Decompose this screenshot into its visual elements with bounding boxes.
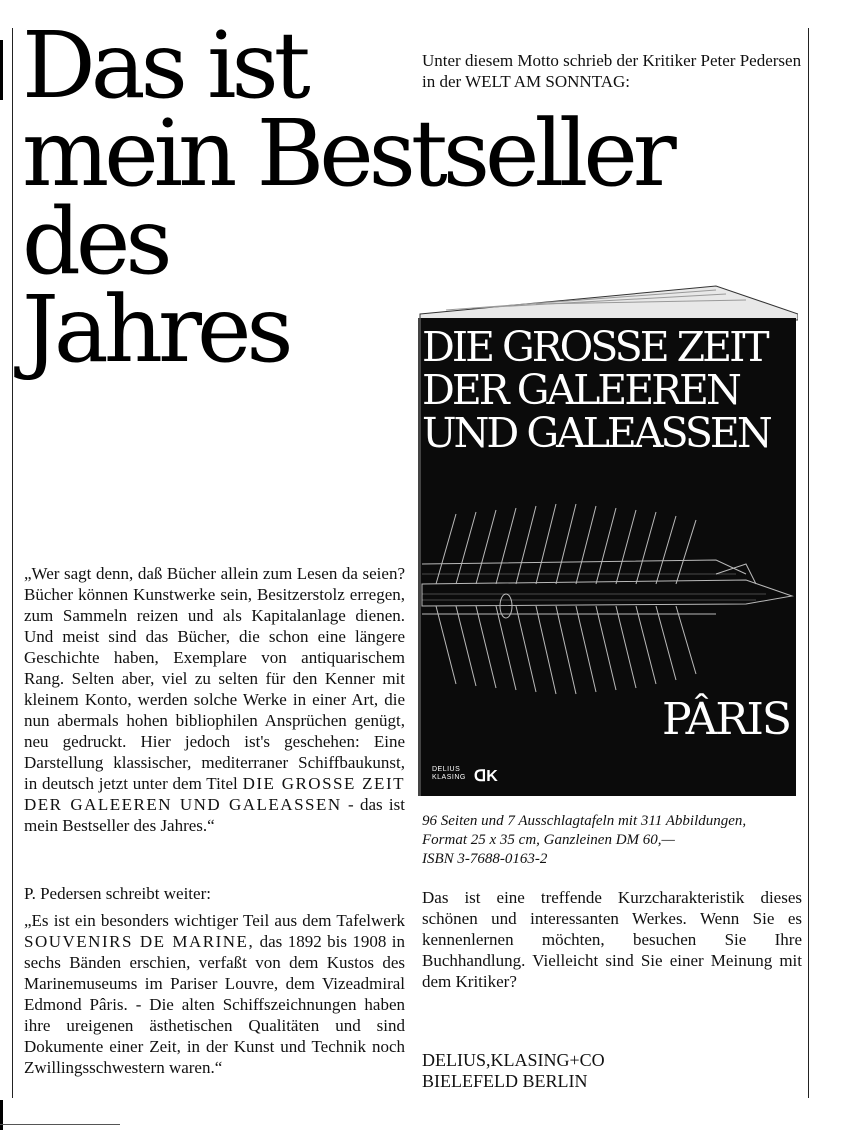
critic-quote-continued — [24, 910, 405, 1078]
motto-text: Unter diesem Motto schrieb der Kritiker Peter Pedersen in der WELT AM SONNTAG: — [422, 51, 802, 91]
publisher-cities: BIELEFELD BERLIN — [422, 1071, 588, 1091]
book-cover-image — [416, 284, 798, 798]
caption-line: ISBN 3-7688-0163-2 — [422, 851, 548, 867]
publisher-address — [422, 1050, 605, 1092]
book-title-reference: DIE GROSSE ZEIT DER GALEEREN UND GALEASSEN — [24, 774, 405, 814]
book-title-line: DER GALEEREN — [422, 366, 739, 414]
critic-quote — [24, 563, 405, 836]
caption-line: Format 25 x 35 cm, Ganzleinen DM 60,— — [422, 832, 675, 848]
subheading: P. Pedersen schreibt weiter: — [24, 884, 211, 903]
caption-line: 96 Seiten und 7 Ausschlagtafeln mit 311 Abbildungen, — [422, 813, 747, 829]
work-title-reference: SOUVENIRS DE MARINE, — [24, 932, 255, 951]
left-margin-rule — [12, 28, 13, 1098]
quote-text: „Wer sagt denn, daß Bücher allein zum Lesen da seien? Bücher können Kunstwerke sein, Besitzerstolz erregen, zum Sammeln reizen und als Kapitalanlage dienen. Und meist sind das Bücher, die schon eine längere Geschichte haben, Exemplare von antiquarischem Rang. Selten aber, viel zu selten für den Kenner mit kleinem Konto, werden solche Werke in einer Art, die nun abermals hohen bibliophilen Ansprüchen genügt, neu gedruckt. Hier jedoch ist's geschehen: Eine Darstellung klassischer, mediterraner Schiffbaukunst, in deutsch jetzt unter dem Titel — [24, 564, 405, 793]
publisher-logo-text: KLASING — [432, 774, 466, 781]
book-title-line: DIE GROSSE ZEIT — [422, 323, 767, 371]
book-title-line: UND GALEASSEN — [422, 409, 770, 457]
quote-end: das 1892 bis 1908 in sechs Bänden erschien, verfaßt von dem Kustos des Marinemuseums im Pariser Louvre, dem Vizeadmiral Edmond Pâris. - Die alten Schiffszeichnungen haben ihre ureigenen ästhetischen Qualitäten und sind Dokumente einer Zeit, in der Kunst und Technik noch Zwillingsschwestern waren.“ — [24, 932, 405, 1077]
book-author: PÂRIS — [662, 694, 790, 745]
publisher-name: DELIUS,KLASING+CO — [422, 1050, 605, 1070]
book-caption — [422, 812, 807, 869]
bottom-rule — [0, 1124, 120, 1125]
headline-line: des — [22, 188, 168, 295]
publisher-logo — [432, 766, 466, 782]
scan-edge-mark — [0, 1100, 3, 1130]
book-title — [422, 323, 798, 457]
publisher-mark-icon: ᗡK — [474, 768, 498, 785]
headline-line: Jahres — [22, 276, 289, 383]
closing-paragraph: Das ist eine treffende Kurzcharakteristik dieses schönen und interessanten Werkes. Wenn Sie es kennenlernen möchten, besuchen Sie Ihre Buchhandlung. Vielleicht sind Sie einer Meinung mit dem Kritiker? — [422, 888, 802, 991]
headline-line: mein Bestseller — [22, 100, 672, 207]
scan-edge-mark — [0, 40, 3, 100]
quote-text: „Es ist ein besonders wichtiger Teil aus dem Tafelwerk — [24, 911, 405, 930]
headline-line: Das ist — [22, 12, 306, 119]
quote-end: - das ist mein Bestseller des Jahres.“ — [24, 795, 405, 835]
publisher-logo-text: DELIUS — [432, 766, 461, 773]
